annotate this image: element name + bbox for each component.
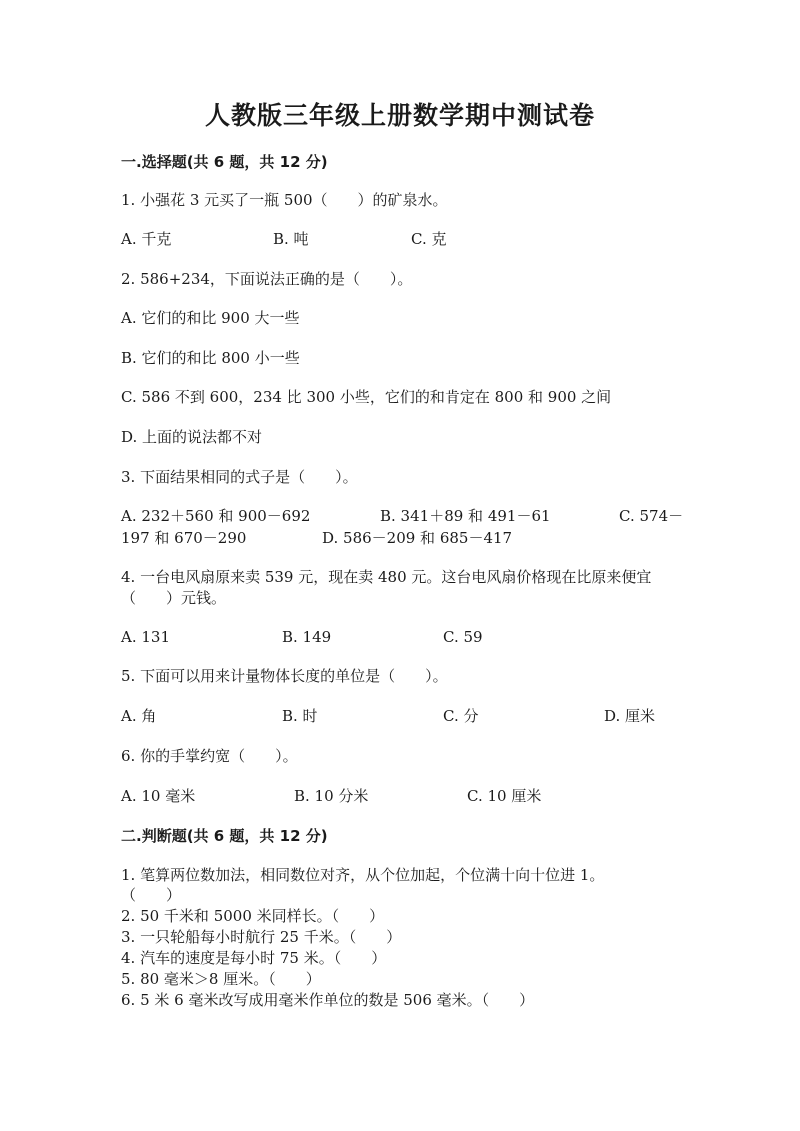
section-heading-judgment: 二.判断题(共 6 题，共 12 分) bbox=[121, 827, 328, 845]
judgment-item: 2. 50 千米和 5000 米同样长。（ ） bbox=[121, 907, 385, 925]
option-6b: B. 10 分米 bbox=[294, 787, 369, 805]
question-2: 2. 586+234，下面说法正确的是（ ）。 bbox=[121, 270, 413, 288]
judgment-item: 3. 一只轮船每小时航行 25 千米。（ ） bbox=[121, 928, 402, 946]
question-4-line2: （ ）元钱。 bbox=[121, 589, 227, 607]
option-1c: C. 克 bbox=[411, 230, 447, 248]
question-5: 5. 下面可以用来计量物体长度的单位是（ ）。 bbox=[121, 667, 448, 685]
option-5d: D. 厘米 bbox=[604, 707, 656, 725]
option-2c: C. 586 不到 600，234 比 300 小些，它们的和肯定在 800 和 900 之间 bbox=[121, 388, 612, 406]
page-title: 人教版三年级上册数学期中测试卷 bbox=[204, 101, 595, 130]
option-4c: C. 59 bbox=[443, 628, 483, 646]
option-1b: B. 吨 bbox=[273, 230, 309, 248]
option-3a: A. 232＋560 和 900－692 bbox=[121, 507, 311, 525]
option-5c: C. 分 bbox=[443, 707, 479, 725]
question-6: 6. 你的手掌约宽（ ）。 bbox=[121, 747, 298, 765]
option-3c-part2: 197 和 670－290 bbox=[121, 529, 247, 547]
option-2a: A. 它们的和比 900 大一些 bbox=[121, 309, 300, 327]
option-5b: B. 时 bbox=[282, 707, 318, 725]
option-2d: D. 上面的说法都不对 bbox=[121, 428, 263, 446]
judgment-item: （ ） bbox=[121, 886, 182, 904]
question-3: 3. 下面结果相同的式子是（ ）。 bbox=[121, 468, 358, 486]
judgment-item: 6. 5 米 6 毫米改写成用毫米作单位的数是 506 毫米。（ ） bbox=[121, 991, 535, 1009]
question-4-line1: 4. 一台电风扇原来卖 539 元，现在卖 480 元。这台电风扇价格现在比原来便宜 bbox=[121, 568, 652, 586]
section-heading-choice: 一.选择题(共 6 题，共 12 分) bbox=[121, 153, 328, 171]
option-5a: A. 角 bbox=[121, 707, 157, 725]
option-6c: C. 10 厘米 bbox=[467, 787, 542, 805]
judgment-item: 5. 80 毫米＞8 厘米。（ ） bbox=[121, 970, 321, 988]
judgment-item: 1. 笔算两位数加法，相同数位对齐，从个位加起，个位满十向十位进 1。 bbox=[121, 866, 605, 884]
judgment-item: 4. 汽车的速度是每小时 75 米。（ ） bbox=[121, 949, 387, 967]
option-3b: B. 341＋89 和 491－61 bbox=[380, 507, 551, 525]
question-1: 1. 小强花 3 元买了一瓶 500（ ）的矿泉水。 bbox=[121, 191, 448, 209]
option-3c-part1: C. 574－ bbox=[619, 507, 684, 525]
option-4a: A. 131 bbox=[121, 628, 170, 646]
option-6a: A. 10 毫米 bbox=[121, 787, 196, 805]
option-4b: B. 149 bbox=[282, 628, 332, 646]
option-1a: A. 千克 bbox=[121, 230, 172, 248]
option-3d: D. 586－209 和 685－417 bbox=[322, 529, 513, 547]
option-2b: B. 它们的和比 800 小一些 bbox=[121, 349, 300, 367]
